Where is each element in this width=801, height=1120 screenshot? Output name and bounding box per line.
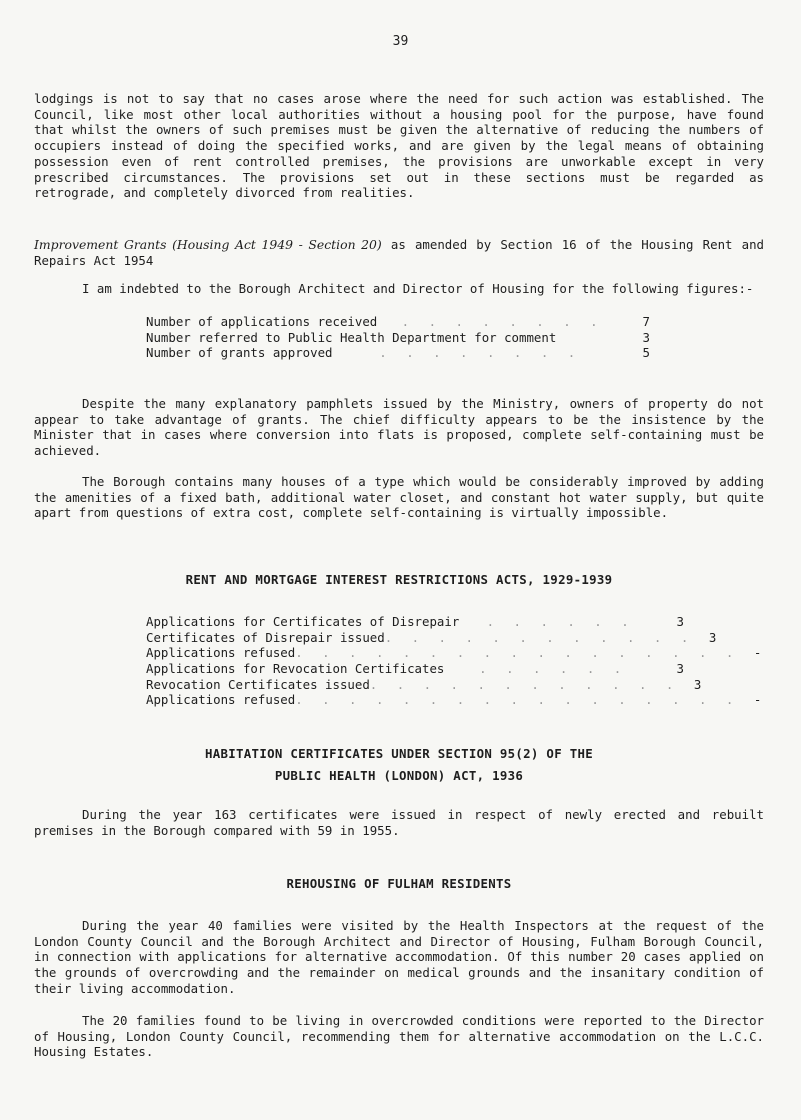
row-label: Revocation Certificates issued <box>146 676 370 692</box>
improvement-grants-title: Improvement Grants (Housing Act 1949 - Section 20) <box>34 237 382 252</box>
heading-habitation-line2: PUBLIC HEALTH (LONDON) ACT, 1936 <box>274 768 524 783</box>
table-row <box>146 629 717 646</box>
heading-rent-restrictions: RENT AND MORTGAGE INTEREST RESTRICTIONS ACTS, 1929-1939 <box>185 572 613 587</box>
paragraph-borough: The Borough contains many houses of a type which would be considerably improved by adding the amenities of a fixed bath, additional water closet, and constant hot water supply, but quite apart from questions of extra cost, complete self-containing is virtually impossible. <box>34 474 764 521</box>
leader-dots: . . . . . . . . <box>401 314 604 329</box>
row-label: Certificates of Disrepair issued <box>146 629 385 645</box>
paragraph-certificates-163: During the year 163 certificates were issued in respect of newly erected and rebuilt premises in the Borough compared with 59 in 1955. <box>34 807 764 838</box>
paragraph-indebted: I am indebted to the Borough Architect and Director of Housing for the following figures:- <box>82 281 754 296</box>
leader-dots: . . . . . . . . . . . . <box>369 676 680 692</box>
table-row <box>146 645 762 661</box>
row-value: 5 <box>642 345 650 361</box>
row-value: 7 <box>642 314 650 329</box>
table-row <box>146 330 650 346</box>
leader-dots <box>556 330 628 346</box>
row-label: Number referred to Public Health Department for comment <box>146 329 557 345</box>
paragraph-despite: Despite the many explanatory pamphlets issued by the Ministry, owners of property do not appear to take advantage of grants. The chief difficulty appears to be the insistence by the Minister that in cases where conversion into flats is proposed, complete self-containing must be achieved. <box>34 396 764 459</box>
grants-figures-table <box>146 314 650 361</box>
leader-dots: . . . . . . . . . . . . . . . . . <box>295 645 740 661</box>
row-label: Applications refused <box>146 692 296 708</box>
rent-restrictions-table <box>146 614 762 708</box>
table-row <box>146 692 762 708</box>
row-value: 3 <box>676 614 684 629</box>
leader-dots: . . . . . . . . . . . . <box>384 629 695 645</box>
leader-dots: . . . . . . . . <box>379 345 582 361</box>
table-row <box>146 614 684 630</box>
row-value: 3 <box>693 676 702 692</box>
heading-habitation-line1: HABITATION CERTIFICATES UNDER SECTION 95(2) OF THE <box>205 746 593 761</box>
row-value: 3 <box>708 629 717 645</box>
row-value: - <box>753 692 762 708</box>
heading-rehousing: REHOUSING OF FULHAM RESIDENTS <box>286 876 512 891</box>
row-value: 3 <box>676 661 684 677</box>
row-label: Number of applications received <box>146 314 378 329</box>
table-row <box>146 676 702 693</box>
row-value: 3 <box>642 329 650 345</box>
page-number: 39 <box>392 34 409 49</box>
leader-dots: . . . . . . <box>486 614 635 629</box>
leader-dots: . . . . . . <box>479 661 628 677</box>
table-row <box>146 314 650 330</box>
table-row <box>146 345 650 361</box>
row-label: Applications for Certificates of Disrepair <box>146 614 460 629</box>
row-label: Number of grants approved <box>146 345 333 361</box>
paragraph-families-40: During the year 40 families were visited by the Health Inspectors at the request of the London County Council and the Borough Architect and Director of Housing, Fulham Borough Council, in connection with applications for alternative accommodation. Of this number 20 cases applied on the grounds of overcrowding and the remainder on medical grounds and the insanitary condition of their living accommodation. <box>34 918 764 996</box>
leader-dots: . . . . . . . . . . . . . . . . . <box>295 692 740 708</box>
table-row <box>146 661 684 677</box>
improvement-grants-rest: as amended by Section 16 of the Housing Rent and Repairs Act 1954 <box>34 237 764 268</box>
row-value: - <box>753 645 762 661</box>
paragraph-improvement-grants <box>34 237 764 268</box>
row-label: Applications refused <box>146 645 296 661</box>
paragraph-families-20: The 20 families found to be living in overcrowded conditions were reported to the Director of Housing, London County Council, recommending them for alternative accommodation on the L.C.C. Housing Estates. <box>34 1013 764 1060</box>
row-label: Applications for Revocation Certificates <box>146 661 445 677</box>
paragraph-lodgings: lodgings is not to say that no cases arose where the need for such action was established. The Council, like most other local authorities without a housing pool for the purpose, have found that whilst the owners of such premises must be given the alternative of reducing the numbers of occupiers instead of doing the specified works, and are given by the legal means of obtaining possession even of rent controlled premises, the provisions are unworkable except in very prescribed circumstances. The provisions set out in these sections must be regarded as retrograde, and completely divorced from realities. <box>34 91 764 201</box>
